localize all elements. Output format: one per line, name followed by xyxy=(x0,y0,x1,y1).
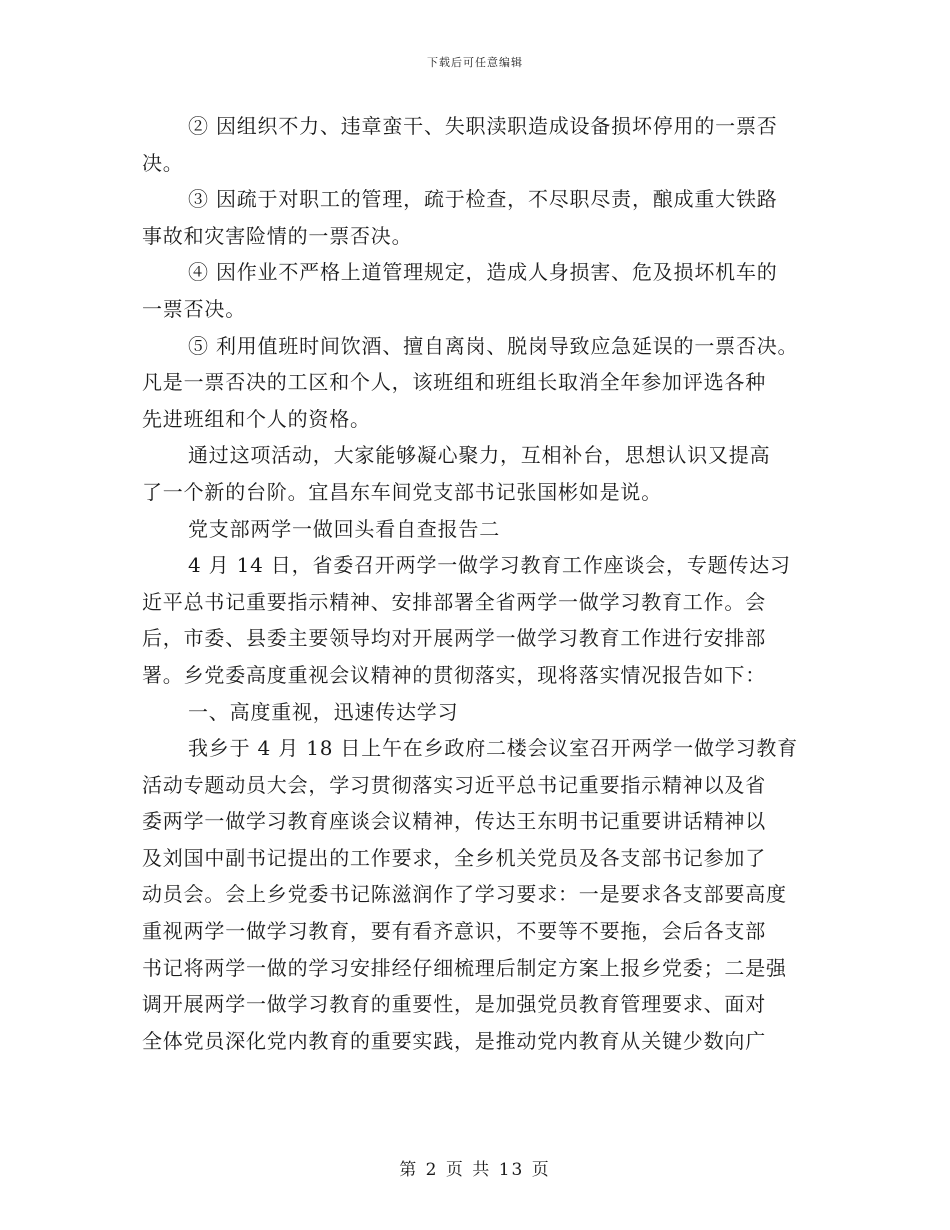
text-line: 通过这项活动，大家能够凝心聚力，互相补台，思想认识又提高 xyxy=(188,443,771,468)
text-line: 署。乡党委高度重视会议精神的贯彻落实，现将落实情况报告如下： xyxy=(142,662,766,687)
text-line: 动员会。会上乡党委书记陈滋润作了学习要求：一是要求各支部要高度 xyxy=(142,882,787,907)
text-line: 先进班组和个人的资格。 xyxy=(142,406,371,431)
text-line: 近平总书记重要指示精神、安排部署全省两学一做学习教育工作。会 xyxy=(142,589,766,614)
document-body xyxy=(142,108,806,1059)
text-line: ② 因组织不力、违章蛮干、失职渎职造成设备损坏停用的一票否 xyxy=(188,114,778,138)
text-line: 活动专题动员大会，学习贯彻落实习近平总书记重要指示精神以及省 xyxy=(142,772,766,797)
text-line: 了一个新的台阶。宜昌东车间党支部书记张国彬如是说。 xyxy=(142,479,662,504)
text-line: 重视两学一做学习教育，要有看齐意识，不要等不要拖，会后各支部 xyxy=(142,919,766,944)
text-line: 凡是一票否决的工区和个人，该班组和班组长取消全年参加评选各种 xyxy=(142,370,766,395)
text-line: 事故和灾害险情的一票否决。 xyxy=(142,223,413,248)
text-line: ⑤ 利用值班时间饮酒、擅自离岗、脱岗导致应急延误的一票否决。 xyxy=(188,333,799,358)
text-line: 一票否决。 xyxy=(142,296,246,321)
page-number-text: 第 2 页 共 13 页 xyxy=(399,1160,551,1180)
page-header: 下载后可任意编辑 xyxy=(427,56,523,69)
page-footer xyxy=(0,1155,950,1180)
text-line: 全体党员深化党内教育的重要实践，是推动党内教育从关键少数向广 xyxy=(142,1028,766,1053)
text-line: 一、高度重视，迅速传达学习 xyxy=(188,699,459,724)
text-line: ③ 因疏于对职工的管理，疏于检查，不尽职尽责，酿成重大铁路 xyxy=(188,187,778,212)
text-line: 我乡于 4 月 18 日上午在乡政府二楼会议室召开两学一做学习教育 xyxy=(188,736,799,761)
text-line: ④ 因作业不严格上道管理规定，造成人身损害、危及损坏机车的 xyxy=(188,260,778,285)
text-line: 决。 xyxy=(142,150,184,175)
text-line: 党支部两学一做回头看自查报告二 xyxy=(188,516,500,541)
text-line: 书记将两学一做的学习安排经仔细梳理后制定方案上报乡党委；二是强 xyxy=(142,955,787,980)
text-line: 调开展两学一做学习教育的重要性，是加强党员教育管理要求、面对 xyxy=(142,992,766,1017)
text-line: 及刘国中副书记提出的工作要求，全乡机关党员及各支部书记参加了 xyxy=(142,845,766,870)
text-line: 委两学一做学习教育座谈会议精神，传达王东明书记重要讲话精神以 xyxy=(142,809,766,834)
text-line: 4 月 14 日，省委召开两学一做学习教育工作座谈会，专题传达习 xyxy=(188,553,791,578)
text-line: 后，市委、县委主要领导均对开展两学一做学习教育工作进行安排部 xyxy=(142,626,766,651)
